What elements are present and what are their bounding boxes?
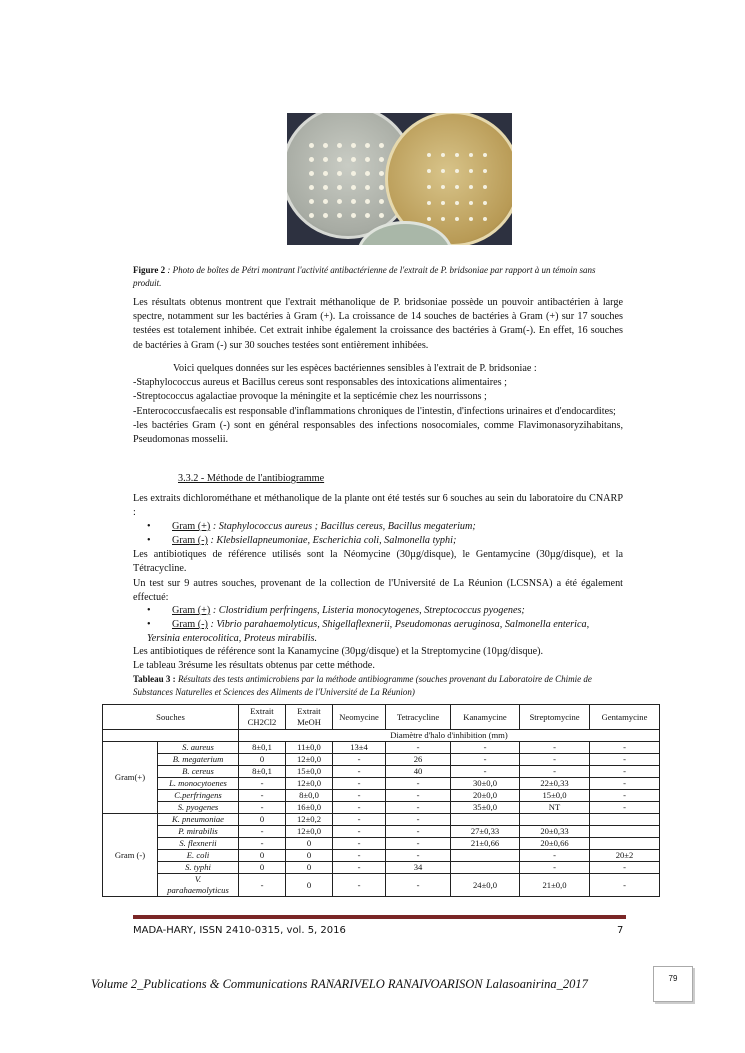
figure-caption: Figure 2 : Photo de boîtes de Pétri montrant l'activité antibactérienne de l'extrait de P. bridsoniae par rapport à un témoin sans produit. xyxy=(133,265,596,288)
species-cell: V. parahaemolyticus xyxy=(158,874,239,897)
value-cell-strepto: - xyxy=(520,850,590,862)
value-cell-genta: - xyxy=(590,754,660,766)
value-cell-genta: - xyxy=(590,742,660,754)
value-cell-ch2cl2: 0 xyxy=(239,754,286,766)
colony-dot xyxy=(483,217,487,221)
table-row xyxy=(103,790,660,802)
colony-dot xyxy=(379,171,384,176)
value-cell-tetra: 34 xyxy=(386,862,451,874)
colony-dot xyxy=(365,213,370,218)
colony-dot xyxy=(337,185,342,190)
footer-bar xyxy=(133,915,626,919)
colony-dot xyxy=(323,199,328,204)
colony-dot xyxy=(469,185,473,189)
colony-dot xyxy=(455,185,459,189)
col-extrait-ch2cl2: Extrait CH2Cl2 xyxy=(239,705,286,730)
colony-dot xyxy=(323,171,328,176)
value-cell-meoh: 11±0,0 xyxy=(286,742,333,754)
colony-dot xyxy=(427,217,431,221)
col-tetracycline: Tetracycline xyxy=(386,705,451,730)
value-cell-tetra: 40 xyxy=(386,766,451,778)
value-cell-strepto: 15±0,0 xyxy=(520,790,590,802)
colony-dot xyxy=(351,199,356,204)
colony-dot xyxy=(323,185,328,190)
table-row xyxy=(103,742,660,754)
table-row xyxy=(103,862,660,874)
colony-dot xyxy=(309,199,314,204)
value-cell-strepto: 20±0,33 xyxy=(520,826,590,838)
colony-dot xyxy=(455,169,459,173)
colony-dot xyxy=(469,201,473,205)
value-cell-tetra: - xyxy=(386,850,451,862)
group-gram-neg: Gram (-) xyxy=(103,814,158,897)
paragraph-species-intro: Voici quelques données sur les espèces bactériennes sensibles à l'extrait de P. bridsoniae : -Staphylococcus aureus et Bacillus cereus sont responsables des intoxications alimentaires ; -Streptococcus agalactiae provoque la méningite et la septicémie chez les nourrissons ; -Enterococcusfaecalis est responsable d'inflammations chroniques de l'intestin, d'infections urinaires et d'endocardites; -les bactéries Gram (-) sont en général responsables des infections nosocomiales, comme Flavimonasoryzihabitans, Pseudomonas mosselii. xyxy=(133,363,623,446)
table-row xyxy=(103,838,660,850)
colony-dot xyxy=(469,153,473,157)
value-cell-neo: - xyxy=(333,874,386,897)
colony-dot xyxy=(441,153,445,157)
bullet-gram-neg-1: • Gram (-) : Klebsiellapneumoniae, Escherichia coli, Salmonella typhi; xyxy=(147,535,457,546)
value-cell-ch2cl2: - xyxy=(239,826,286,838)
colony-dot xyxy=(441,201,445,205)
colony-dot xyxy=(309,143,314,148)
colony-dot xyxy=(379,157,384,162)
colony-dot xyxy=(455,153,459,157)
value-cell-tetra: - xyxy=(386,814,451,826)
value-cell-kana: 27±0,33 xyxy=(451,826,520,838)
value-cell-neo: 13±4 xyxy=(333,742,386,754)
colony-dot xyxy=(323,213,328,218)
value-cell-kana: 21±0,66 xyxy=(451,838,520,850)
value-cell-kana: - xyxy=(451,754,520,766)
table-row xyxy=(103,814,660,826)
value-cell-neo: - xyxy=(333,862,386,874)
value-cell-meoh: 12±0,0 xyxy=(286,754,333,766)
species-cell: S. typhi xyxy=(158,862,239,874)
footer-journal: MADA-HARY, ISSN 2410-0315, vol. 5, 2016 xyxy=(133,925,346,936)
species-cell: S. flexnerii xyxy=(158,838,239,850)
value-cell-genta: - xyxy=(590,862,660,874)
paragraph-reference-antibiotics: Les antibiotiques de référence utilisés sont la Néomycine (30µg/disque), le Gentamycine (30µg/disque), et la Tétracycline. xyxy=(133,549,623,575)
results-table xyxy=(102,704,660,897)
value-cell-neo: - xyxy=(333,766,386,778)
value-cell-strepto: 22±0,33 xyxy=(520,778,590,790)
volume-line: Volume 2_Publications & Communications RANARIVELO RANAIVOARISON Lalasoanirina_2017 xyxy=(91,977,588,991)
value-cell-ch2cl2: - xyxy=(239,790,286,802)
value-cell-genta: 20±2 xyxy=(590,850,660,862)
bullet-gram-neg-2: • Gram (-) : Vibrio parahaemolyticus, Shigellaflexnerii, Pseudomonas aeruginosa, Salmonella enterica, Yersinia enterocolitica, Proteus mirabilis. xyxy=(147,619,590,644)
value-cell-tetra: - xyxy=(386,742,451,754)
paragraph-other-strains: Un test sur 9 autres souches, provenant de la collection de l'Université de La Réunion (LCSNSA) a été également effectué: xyxy=(133,578,623,604)
value-cell-strepto xyxy=(520,814,590,826)
col-kanamycine: Kanamycine xyxy=(451,705,520,730)
value-cell-meoh: 0 xyxy=(286,838,333,850)
table-row xyxy=(103,802,660,814)
colony-dot xyxy=(455,217,459,221)
value-cell-ch2cl2: - xyxy=(239,778,286,790)
value-cell-genta: - xyxy=(590,802,660,814)
section-heading: 3.3.2 - Méthode de l'antibiogramme xyxy=(178,473,325,484)
col-gentamycine: Gentamycine xyxy=(590,705,660,730)
species-cell: K. pneumoniae xyxy=(158,814,239,826)
table-row xyxy=(103,778,660,790)
value-cell-genta xyxy=(590,838,660,850)
paragraph-results: Les résultats obtenus montrent que l'extrait méthanolique de P. bridsoniae possède un pouvoir antibactérien à large spectre, notamment sur les bactéries à Gram (+). La croissance de 14 souches de bactéries à Gram (+) sur 17 souches testées est totalement inhibée. Cet extrait inhibe également la croissance des bactéries à Gram(-). En effet, 16 souches de bactéries à Gram (-) sur 30 souches testées sont entièrement inhibées. xyxy=(133,297,623,351)
value-cell-strepto: - xyxy=(520,754,590,766)
table-caption: Tableau 3 : Résultats des tests antimicrobiens par la méthode antibiogramme (souches provenant du Laboratoire de Chimie de Substances Naturelles et Sciences des Aliments de l'Université de La Réunion) xyxy=(133,674,592,697)
value-cell-strepto: 20±0,66 xyxy=(520,838,590,850)
value-cell-meoh: 15±0,0 xyxy=(286,766,333,778)
table-row xyxy=(103,754,660,766)
table-subheader: Diamètre d'halo d'inhibition (mm) xyxy=(239,730,660,742)
value-cell-kana xyxy=(451,850,520,862)
value-cell-meoh: 0 xyxy=(286,862,333,874)
colony-dot xyxy=(427,169,431,173)
colony-dot xyxy=(365,199,370,204)
value-cell-strepto: - xyxy=(520,742,590,754)
value-cell-ch2cl2: - xyxy=(239,802,286,814)
colony-dot xyxy=(483,201,487,205)
value-cell-kana xyxy=(451,814,520,826)
value-cell-meoh: 12±0,0 xyxy=(286,778,333,790)
paragraph-table-ref: Le tableau 3résume les résultats obtenus par cette méthode. xyxy=(133,660,375,671)
value-cell-neo: - xyxy=(333,790,386,802)
value-cell-strepto: - xyxy=(520,766,590,778)
colony-dot xyxy=(455,201,459,205)
value-cell-genta xyxy=(590,826,660,838)
table-row xyxy=(103,826,660,838)
species-cell: C.perfringens xyxy=(158,790,239,802)
colony-dot xyxy=(323,157,328,162)
colony-dot xyxy=(351,143,356,148)
value-cell-genta: - xyxy=(590,874,660,897)
bullet-gram-pos-2: • Gram (+) : Clostridium perfringens, Listeria monocytogenes, Streptococcus pyogenes; xyxy=(147,605,525,616)
value-cell-neo: - xyxy=(333,754,386,766)
colony-dot xyxy=(483,185,487,189)
colony-dot xyxy=(483,153,487,157)
value-cell-tetra: 26 xyxy=(386,754,451,766)
value-cell-ch2cl2: - xyxy=(239,838,286,850)
value-cell-neo: - xyxy=(333,778,386,790)
colony-dot xyxy=(483,169,487,173)
col-souches: Souches xyxy=(103,705,239,730)
value-cell-ch2cl2: 8±0,1 xyxy=(239,742,286,754)
petri-dish-photo xyxy=(287,113,512,245)
colony-dot xyxy=(427,185,431,189)
value-cell-neo: - xyxy=(333,826,386,838)
value-cell-neo: - xyxy=(333,814,386,826)
colony-dot xyxy=(309,157,314,162)
colony-dot xyxy=(427,153,431,157)
colony-dot xyxy=(365,143,370,148)
value-cell-neo: - xyxy=(333,802,386,814)
colony-dot xyxy=(351,213,356,218)
colony-dot xyxy=(309,171,314,176)
value-cell-neo: - xyxy=(333,850,386,862)
value-cell-tetra: - xyxy=(386,838,451,850)
group-gram-pos: Gram(+) xyxy=(103,742,158,814)
colony-dot xyxy=(351,171,356,176)
value-cell-meoh: 0 xyxy=(286,874,333,897)
page-box: 79 xyxy=(653,966,693,1002)
value-cell-ch2cl2: 0 xyxy=(239,814,286,826)
table-row xyxy=(103,850,660,862)
colony-dot xyxy=(309,213,314,218)
value-cell-kana: 24±0,0 xyxy=(451,874,520,897)
colony-dot xyxy=(379,143,384,148)
value-cell-meoh: 16±0,0 xyxy=(286,802,333,814)
colony-dot xyxy=(469,169,473,173)
value-cell-tetra: - xyxy=(386,790,451,802)
value-cell-meoh: 12±0,0 xyxy=(286,826,333,838)
footer-page-number: 7 xyxy=(617,925,624,936)
value-cell-genta: - xyxy=(590,778,660,790)
colony-dot xyxy=(337,157,342,162)
colony-dot xyxy=(337,199,342,204)
value-cell-meoh: 12±0,2 xyxy=(286,814,333,826)
colony-dot xyxy=(337,171,342,176)
value-cell-kana: 20±0,0 xyxy=(451,790,520,802)
value-cell-genta: - xyxy=(590,766,660,778)
value-cell-meoh: 8±0,0 xyxy=(286,790,333,802)
colony-dot xyxy=(323,143,328,148)
colony-dot xyxy=(379,213,384,218)
table-row xyxy=(103,766,660,778)
col-streptomycine: Streptomycine xyxy=(520,705,590,730)
species-cell: B. cereus xyxy=(158,766,239,778)
colony-dot xyxy=(351,185,356,190)
value-cell-meoh: 0 xyxy=(286,850,333,862)
value-cell-kana xyxy=(451,862,520,874)
colony-dot xyxy=(337,213,342,218)
colony-dot xyxy=(441,185,445,189)
value-cell-kana: - xyxy=(451,742,520,754)
bullet-gram-pos-1: • Gram (+) : Staphylococcus aureus ; Bacillus cereus, Bacillus megaterium; xyxy=(147,521,476,532)
value-cell-tetra: - xyxy=(386,802,451,814)
colony-dot xyxy=(379,185,384,190)
table-row xyxy=(103,874,660,897)
colony-dot xyxy=(441,169,445,173)
value-cell-neo: - xyxy=(333,838,386,850)
colony-dot xyxy=(337,143,342,148)
value-cell-strepto: NT xyxy=(520,802,590,814)
value-cell-ch2cl2: 0 xyxy=(239,850,286,862)
colony-dot xyxy=(309,185,314,190)
value-cell-kana: - xyxy=(451,766,520,778)
value-cell-tetra: - xyxy=(386,874,451,897)
colony-dot xyxy=(379,199,384,204)
colony-dot xyxy=(427,201,431,205)
value-cell-kana: 30±0,0 xyxy=(451,778,520,790)
value-cell-kana: 35±0,0 xyxy=(451,802,520,814)
colony-dot xyxy=(441,217,445,221)
col-neomycine: Neomycine xyxy=(333,705,386,730)
value-cell-ch2cl2: 8±0,1 xyxy=(239,766,286,778)
value-cell-ch2cl2: 0 xyxy=(239,862,286,874)
col-extrait-meoh: Extrait MeOH xyxy=(286,705,333,730)
species-cell: L. monocytoenes xyxy=(158,778,239,790)
species-cell: B. megaterium xyxy=(158,754,239,766)
species-cell: P. mirabilis xyxy=(158,826,239,838)
paragraph-kanamycine: Les antibiotiques de référence sont la Kanamycine (30µg/disque) et la Streptomycine (10µg/disque). xyxy=(133,646,544,657)
value-cell-strepto: 21±0,0 xyxy=(520,874,590,897)
species-cell: S. aureus xyxy=(158,742,239,754)
species-cell: S. pyogenes xyxy=(158,802,239,814)
colony-dot xyxy=(365,185,370,190)
value-cell-ch2cl2: - xyxy=(239,874,286,897)
paragraph-extracts: Les extraits dichlorométhane et méthanolique de la plante ont été testés sur 6 souches au sein du laboratoire du CNARP : xyxy=(133,493,623,519)
colony-dot xyxy=(469,217,473,221)
value-cell-genta xyxy=(590,814,660,826)
colony-dot xyxy=(351,157,356,162)
colony-dot xyxy=(365,157,370,162)
value-cell-genta: - xyxy=(590,790,660,802)
value-cell-tetra: - xyxy=(386,778,451,790)
species-cell: E. coli xyxy=(158,850,239,862)
colony-dot xyxy=(365,171,370,176)
value-cell-tetra: - xyxy=(386,826,451,838)
value-cell-strepto: - xyxy=(520,862,590,874)
